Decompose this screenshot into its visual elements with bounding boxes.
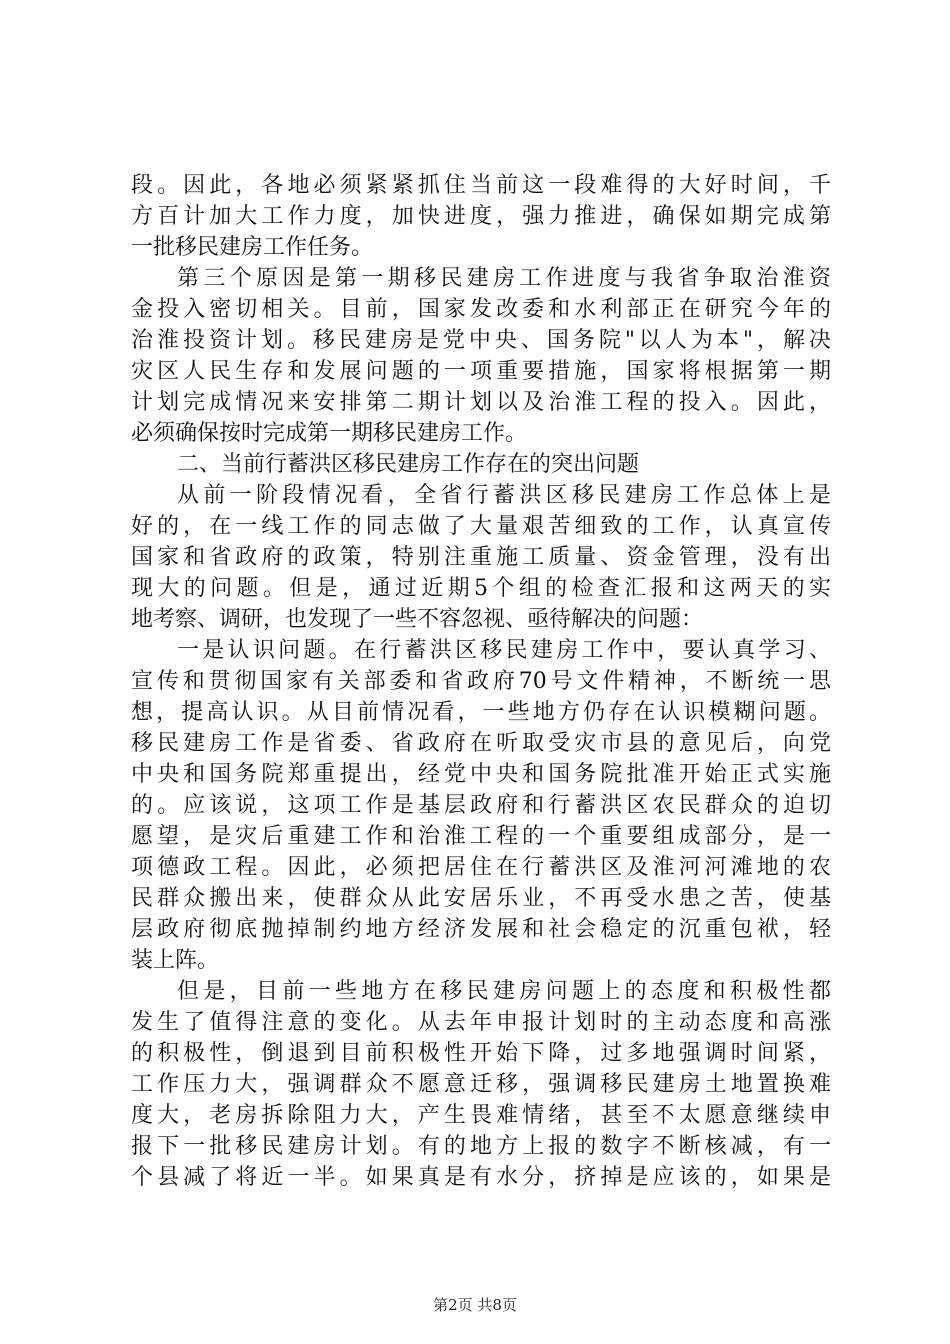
- text-line: 好的，在一线工作的同志做了大量艰苦细致的工作，认真宣传: [131, 514, 831, 539]
- text-line: 中央和国务院郑重提出，经党中央和国务院批准开始正式实施: [131, 762, 831, 787]
- text-line: 金投入密切相关。目前，国家发改委和水利部正在研究今年的: [131, 297, 831, 322]
- text-line: 愿望，是灾后重建工作和治淮工程的一个重要组成部分，是一: [131, 824, 831, 849]
- text-line: 的积极性，倒退到目前积极性开始下降，过多地强调时间紧，: [131, 1041, 831, 1066]
- text-line: 第三个原因是第一期移民建房工作进度与我省争取治淮资: [177, 266, 831, 291]
- text-line: 项德政工程。因此，必须把居住在行蓄洪区及淮河河滩地的农: [131, 855, 831, 880]
- text-line: 方百计加大工作力度，加快进度，强力推进，确保如期完成第: [131, 204, 831, 229]
- text-line: 装上阵。: [131, 948, 220, 973]
- text-line: 治淮投资计划。移民建房是党中央、国务院"以人为本"，解决: [131, 328, 831, 353]
- document-body: [131, 170, 831, 1193]
- text-line: 地考察、调研，也发现了一些不容忽视、亟待解决的问题：: [131, 607, 704, 632]
- text-line: 计划完成情况来安排第二期计划以及治淮工程的投入。因此，: [131, 390, 831, 415]
- text-line: 发生了值得注意的变化。从去年申报计划时的主动态度和高涨: [131, 1010, 831, 1035]
- text-line: 二、当前行蓄洪区移民建房工作存在的突出问题: [177, 452, 640, 477]
- text-line: 从前一阶段情况看，全省行蓄洪区移民建房工作总体上是: [177, 483, 831, 508]
- text-line: 想，提高认识。从目前情况看，一些地方仍存在认识模糊问题。: [131, 700, 831, 725]
- text-line: 层政府彻底抛掉制约地方经济发展和社会稳定的沉重包袱，轻: [131, 917, 831, 942]
- text-line: 现大的问题。但是，通过近期5个组的检查汇报和这两天的实: [131, 576, 831, 601]
- text-line: 但是，目前一些地方在移民建房问题上的态度和积极性都: [177, 979, 831, 1004]
- text-line: 一批移民建房工作任务。: [131, 235, 374, 260]
- text-line: 的。应该说，这项工作是基层政府和行蓄洪区农民群众的迫切: [131, 793, 831, 818]
- text-line: 必须确保按时完成第一期移民建房工作。: [131, 421, 528, 446]
- text-line: 移民建房工作是省委、省政府在听取受灾市县的意见后，向党: [131, 731, 831, 756]
- text-line: 灾区人民生存和发展问题的一项重要措施，国家将根据第一期: [131, 359, 831, 384]
- text-line: 民群众搬出来，使群众从此安居乐业，不再受水患之苦，使基: [131, 886, 831, 911]
- text-line: 一是认识问题。在行蓄洪区移民建房工作中，要认真学习、: [177, 638, 831, 663]
- text-line: 报下一批移民建房计划。有的地方上报的数字不断核减，有一: [131, 1134, 831, 1159]
- text-line: 个县减了将近一半。如果真是有水分，挤掉是应该的，如果是: [131, 1165, 831, 1190]
- text-line: 国家和省政府的政策，特别注重施工质量、资金管理，没有出: [131, 545, 831, 570]
- text-line: 工作压力大，强调群众不愿意迁移，强调移民建房土地置换难: [131, 1072, 831, 1097]
- page-footer: 第2页 共8页: [433, 1296, 517, 1314]
- text-line: 宣传和贯彻国家有关部委和省政府70号文件精神，不断统一思: [131, 669, 831, 694]
- text-line: 度大，老房拆除阻力大，产生畏难情绪，甚至不太愿意继续申: [131, 1103, 831, 1128]
- text-line: 段。因此，各地必须紧紧抓住当前这一段难得的大好时间，千: [131, 173, 831, 198]
